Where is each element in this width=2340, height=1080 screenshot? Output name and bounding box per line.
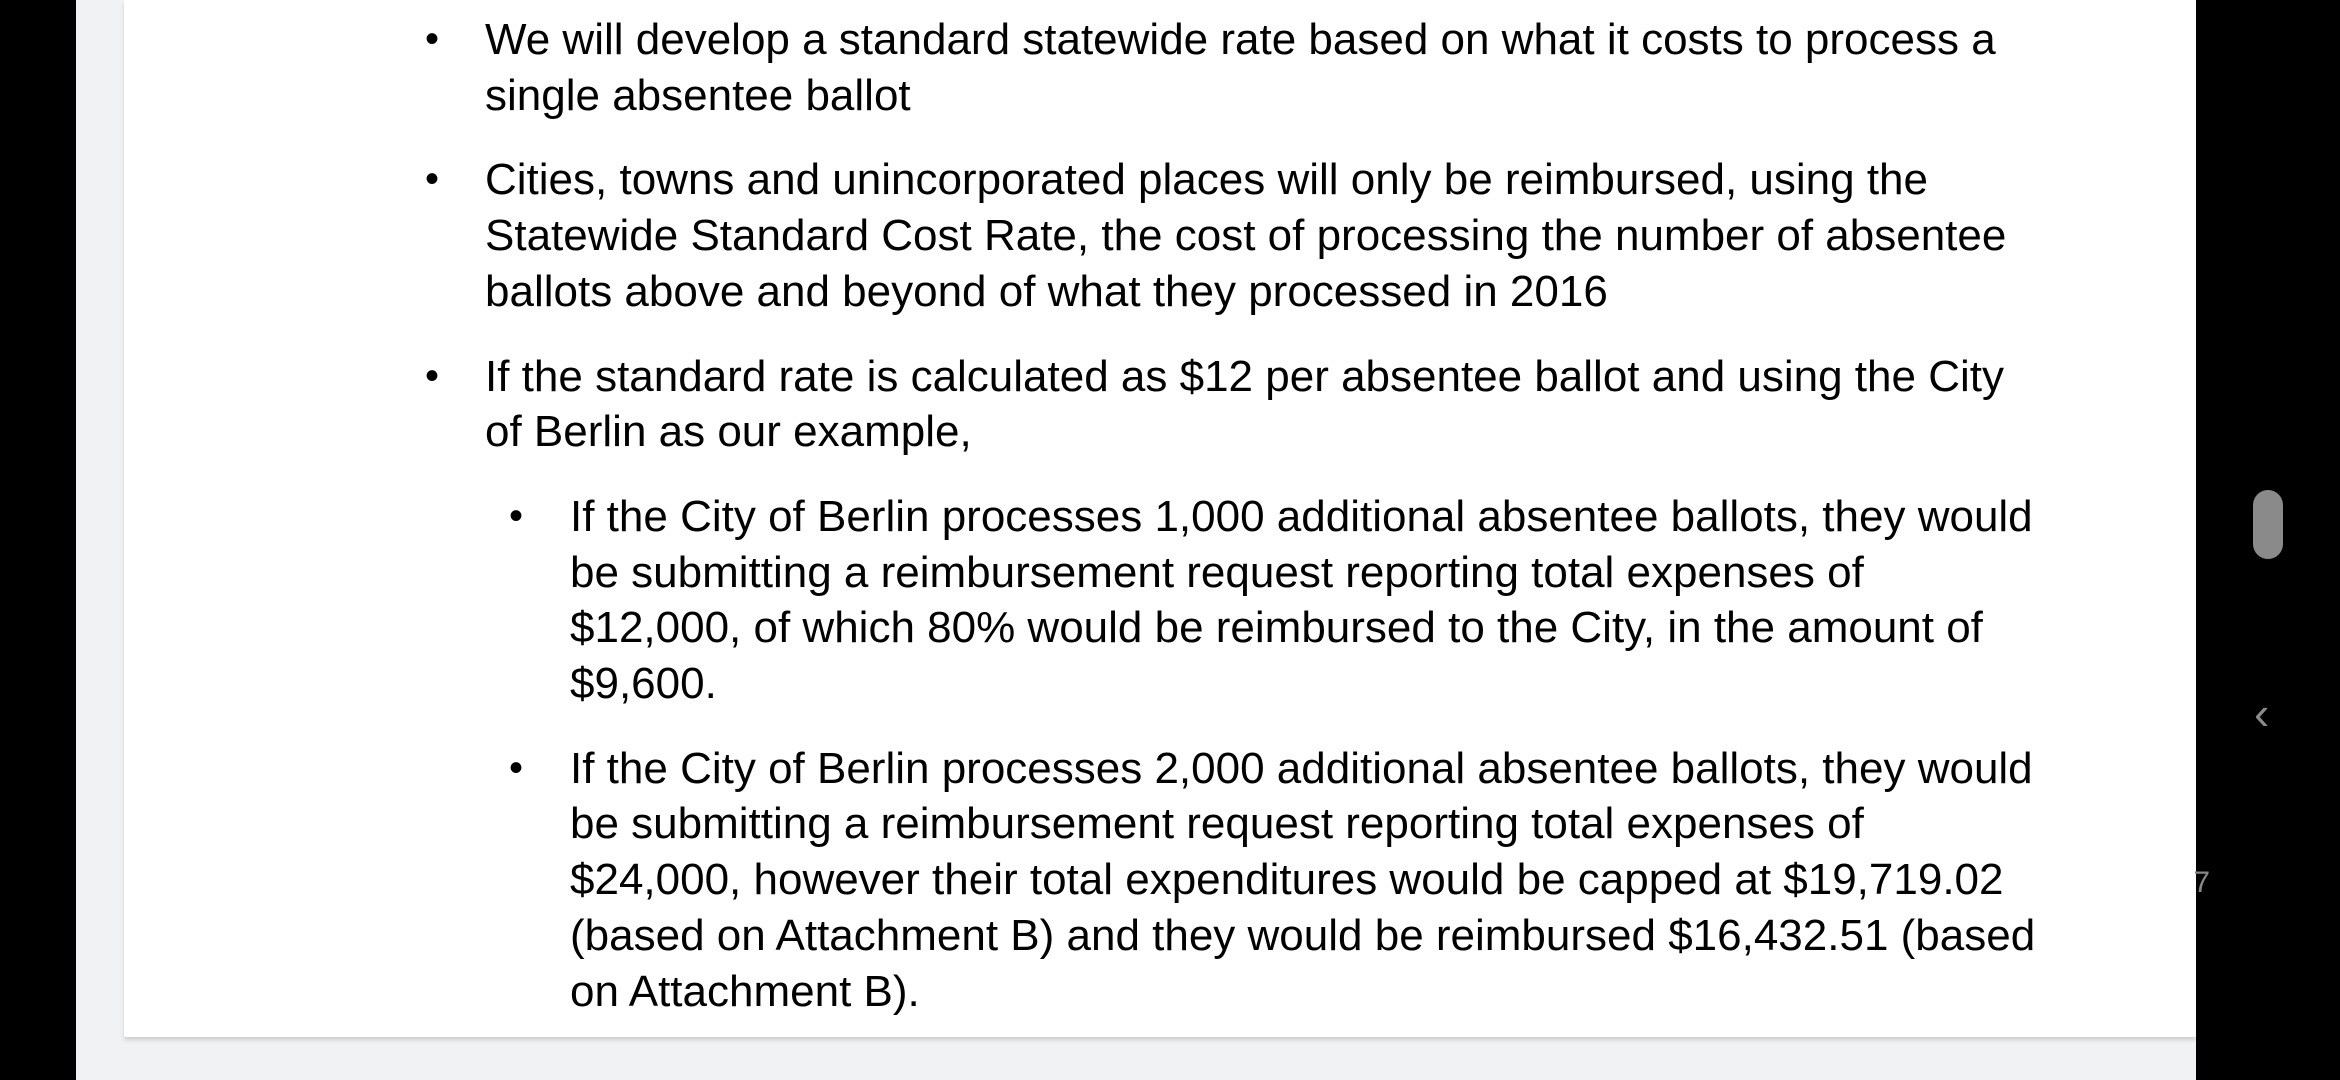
text-line: be submitting a reimbursement request reporting total expenses of <box>570 547 1864 597</box>
list-item <box>124 12 2196 123</box>
text-line: on Attachment B). <box>570 966 920 1016</box>
text-line: If the standard rate is calculated as $12 per absentee ballot and using the City <box>485 351 2004 401</box>
text-line: $24,000, however their total expenditures would be capped at $19,719.02 <box>570 855 2004 905</box>
text-line: If the City of Berlin processes 2,000 additional absentee ballots, they would <box>570 743 2033 793</box>
text-line: If the City of Berlin processes 1,000 additional absentee ballots, they would <box>570 491 2033 541</box>
text-line: Statewide Standard Cost Rate, the cost of processing the number of absentee <box>485 211 2007 261</box>
chevron-left-icon[interactable]: ‹ <box>2254 687 2270 739</box>
text-line: (based on Attachment B) and they would be reimbursed $16,432.51 (based <box>570 910 2036 960</box>
list-item <box>124 349 2196 460</box>
text-line: We will develop a standard statewide rate based on what it costs to process a <box>485 15 1996 64</box>
bullet-icon: • <box>425 157 440 202</box>
text-line: single absentee ballot <box>485 70 911 120</box>
document-viewer <box>76 0 2210 1080</box>
bullet-list <box>124 12 2196 1048</box>
scrollbar-thumb[interactable] <box>2253 490 2283 559</box>
document-page <box>124 0 2210 1037</box>
bullet-icon: • <box>509 493 524 538</box>
text-line: $9,600. <box>570 659 717 709</box>
page-number: 7 <box>2193 866 2210 899</box>
bullet-icon: • <box>509 745 524 790</box>
text-line: $12,000, of which 80% would be reimbursed to the City, in the amount of <box>570 603 1983 653</box>
text-line: be submitting a reimbursement request reporting total expenses of <box>570 799 1864 849</box>
list-item <box>124 741 2196 1020</box>
bullet-icon: • <box>425 17 440 61</box>
text-line: ballots above and beyond of what they processed in 2016 <box>485 266 1608 316</box>
list-item <box>124 489 2196 712</box>
bullet-icon: • <box>425 353 440 398</box>
list-item <box>124 152 2196 319</box>
text-line: Cities, towns and unincorporated places will only be reimbursed, using the <box>485 155 1928 205</box>
text-line: of Berlin as our example, <box>485 407 972 457</box>
